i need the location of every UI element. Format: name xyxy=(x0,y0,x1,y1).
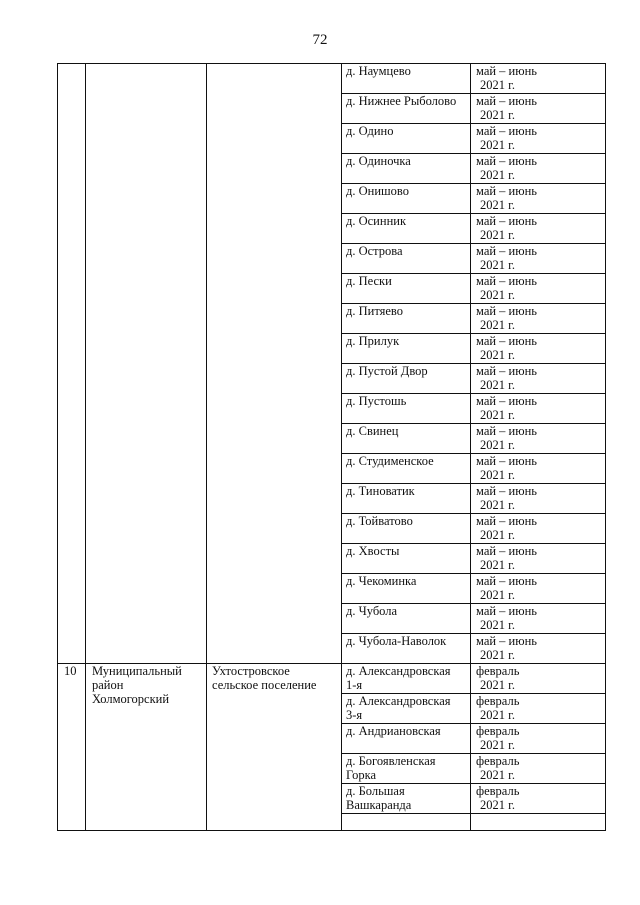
settlement-name: д. Тойватово xyxy=(346,514,413,528)
cell-line: май – июнь xyxy=(476,274,537,288)
settlement-name: д. Острова xyxy=(346,244,403,258)
cell-line: 3-я xyxy=(346,708,363,722)
date-cell xyxy=(471,154,606,184)
district-line: Муниципальный xyxy=(92,664,182,678)
settlement-cell xyxy=(342,574,471,604)
settlement-name: д. Пустой Двор xyxy=(346,364,428,378)
cell-line: 2021 г. xyxy=(480,378,515,392)
date-cell xyxy=(471,514,606,544)
date-cell xyxy=(471,214,606,244)
cell-line: 2021 г. xyxy=(480,558,515,572)
date-cell xyxy=(471,544,606,574)
cell-line: 2021 г. xyxy=(480,168,515,182)
cell-line: 2021 г. xyxy=(480,198,515,212)
municipality-cell xyxy=(207,64,342,664)
settlement-name: д. Одино xyxy=(346,124,394,138)
cell-line: 2021 г. xyxy=(480,528,515,542)
settlement-name: д. Хвосты xyxy=(346,544,400,558)
settlement-cell xyxy=(342,784,471,814)
cell-line: май – июнь xyxy=(476,364,537,378)
district-line: район xyxy=(92,678,124,692)
cell-line: май – июнь xyxy=(476,544,537,558)
cell-line: 2021 г. xyxy=(480,78,515,92)
date-cell xyxy=(471,424,606,454)
date-cell xyxy=(471,814,606,831)
settlement-name: д. Онишово xyxy=(346,184,409,198)
settlement-cell xyxy=(342,64,471,94)
cell-line: д. Андриановская xyxy=(346,724,441,738)
cell-line: 2021 г. xyxy=(480,738,515,752)
date-cell xyxy=(471,304,606,334)
date-cell xyxy=(471,394,606,424)
cell-line: Горка xyxy=(346,768,377,782)
cell-line: 2021 г. xyxy=(480,348,515,362)
cell-line: май – июнь xyxy=(476,94,537,108)
settlement-name: д. Нижнее Рыболово xyxy=(346,94,457,108)
table-row xyxy=(58,664,606,694)
settlement-name: д. Наумцево xyxy=(346,64,411,78)
cell-line: май – июнь xyxy=(476,394,537,408)
date-cell xyxy=(471,664,606,694)
date-cell xyxy=(471,724,606,754)
cell-line: сельское поселение xyxy=(212,678,317,692)
settlement-name: д. Осинник xyxy=(346,214,407,228)
cell-line: февраль xyxy=(476,784,520,798)
date-cell xyxy=(471,334,606,364)
cell-line: 2021 г. xyxy=(480,228,515,242)
settlement-name: д. Чубола-Наволок xyxy=(346,634,447,648)
date-cell xyxy=(471,454,606,484)
settlement-name: д. Тиноватик xyxy=(346,484,415,498)
settlement-cell xyxy=(342,184,471,214)
cell-line: 2021 г. xyxy=(480,768,515,782)
settlement-cell xyxy=(342,124,471,154)
cell-line: февраль xyxy=(476,694,520,708)
cell-line: май – июнь xyxy=(476,154,537,168)
cell-line: 2021 г. xyxy=(480,108,515,122)
cell-line: д. Александровская xyxy=(346,694,451,708)
settlement-cell xyxy=(342,754,471,784)
settlement-cell xyxy=(342,454,471,484)
cell-line: д. Александровская xyxy=(346,664,451,678)
settlement-cell xyxy=(342,274,471,304)
settlement-cell xyxy=(342,634,471,664)
cell-line: Вашкаранда xyxy=(346,798,412,812)
date-cell xyxy=(471,754,606,784)
settlement-name: д. Пески xyxy=(346,274,392,288)
settlement-name: д. Студименское xyxy=(346,454,434,468)
date-cell xyxy=(471,244,606,274)
municipality-cell xyxy=(207,664,342,831)
settlement-name: д. Прилук xyxy=(346,334,400,348)
settlement-name: д. Питяево xyxy=(346,304,403,318)
cell-line: май – июнь xyxy=(476,184,537,198)
schedule-table xyxy=(57,63,606,831)
cell-line: 2021 г. xyxy=(480,138,515,152)
number-cell xyxy=(58,64,86,664)
date-cell xyxy=(471,604,606,634)
cell-line: д. Большая xyxy=(346,784,405,798)
settlement-cell xyxy=(342,484,471,514)
date-cell xyxy=(471,634,606,664)
date-cell xyxy=(471,124,606,154)
settlement-cell xyxy=(342,604,471,634)
cell-line: февраль xyxy=(476,754,520,768)
cell-line: 2021 г. xyxy=(480,498,515,512)
cell-line: май – июнь xyxy=(476,124,537,138)
cell-line: д. Богоявленская xyxy=(346,754,436,768)
settlement-cell xyxy=(342,724,471,754)
cell-line: 2021 г. xyxy=(480,438,515,452)
settlement-cell xyxy=(342,424,471,454)
date-cell xyxy=(471,694,606,724)
settlement-cell xyxy=(342,694,471,724)
settlement-cell xyxy=(342,814,471,831)
settlement-name: д. Свинец xyxy=(346,424,399,438)
schedule-table-body xyxy=(58,64,606,831)
date-cell xyxy=(471,64,606,94)
cell-line: 1-я xyxy=(346,678,363,692)
cell-line: май – июнь xyxy=(476,454,537,468)
cell-line: 2021 г. xyxy=(480,648,515,662)
cell-line: май – июнь xyxy=(476,574,537,588)
cell-line: май – июнь xyxy=(476,604,537,618)
cell-line: февраль xyxy=(476,664,520,678)
cell-line: май – июнь xyxy=(476,214,537,228)
settlement-cell xyxy=(342,304,471,334)
settlement-name: д. Чубола xyxy=(346,604,398,618)
date-cell xyxy=(471,364,606,394)
district-line: Холмогорский xyxy=(92,692,170,706)
settlement-cell xyxy=(342,94,471,124)
cell-line: май – июнь xyxy=(476,304,537,318)
settlement-cell xyxy=(342,154,471,184)
date-cell xyxy=(471,484,606,514)
cell-line: 2021 г. xyxy=(480,288,515,302)
table-row xyxy=(58,64,606,94)
cell-line: май – июнь xyxy=(476,244,537,258)
cell-line: май – июнь xyxy=(476,484,537,498)
date-cell xyxy=(471,574,606,604)
district-cell xyxy=(86,664,207,831)
cell-line: 2021 г. xyxy=(480,678,515,692)
settlement-name: д. Пустошь xyxy=(346,394,407,408)
cell-line: 2021 г. xyxy=(480,798,515,812)
date-cell xyxy=(471,784,606,814)
cell-line: 2021 г. xyxy=(480,408,515,422)
settlement-name: д. Одиночка xyxy=(346,154,411,168)
cell-line: 2021 г. xyxy=(480,468,515,482)
cell-line: 2021 г. xyxy=(480,708,515,722)
cell-line: май – июнь xyxy=(476,64,537,78)
settlement-cell xyxy=(342,214,471,244)
settlement-cell xyxy=(342,334,471,364)
settlement-cell xyxy=(342,244,471,274)
settlement-name: д. Чекоминка xyxy=(346,574,417,588)
settlement-cell xyxy=(342,664,471,694)
settlement-cell xyxy=(342,364,471,394)
cell-line: Ухтостровское xyxy=(212,664,290,678)
date-cell xyxy=(471,274,606,304)
number-cell xyxy=(58,664,86,831)
date-cell xyxy=(471,184,606,214)
page-number: 72 xyxy=(312,32,328,48)
settlement-cell xyxy=(342,544,471,574)
date-cell xyxy=(471,94,606,124)
settlement-cell xyxy=(342,394,471,424)
cell-line: 2021 г. xyxy=(480,258,515,272)
settlement-cell xyxy=(342,514,471,544)
cell-line: май – июнь xyxy=(476,514,537,528)
cell-line: февраль xyxy=(476,724,520,738)
cell-line: 2021 г. xyxy=(480,618,515,632)
cell-line: май – июнь xyxy=(476,424,537,438)
cell-line: май – июнь xyxy=(476,334,537,348)
cell-line: 2021 г. xyxy=(480,588,515,602)
row-number: 10 xyxy=(64,664,77,678)
cell-line: 2021 г. xyxy=(480,318,515,332)
cell-line: май – июнь xyxy=(476,634,537,648)
district-cell xyxy=(86,64,207,664)
